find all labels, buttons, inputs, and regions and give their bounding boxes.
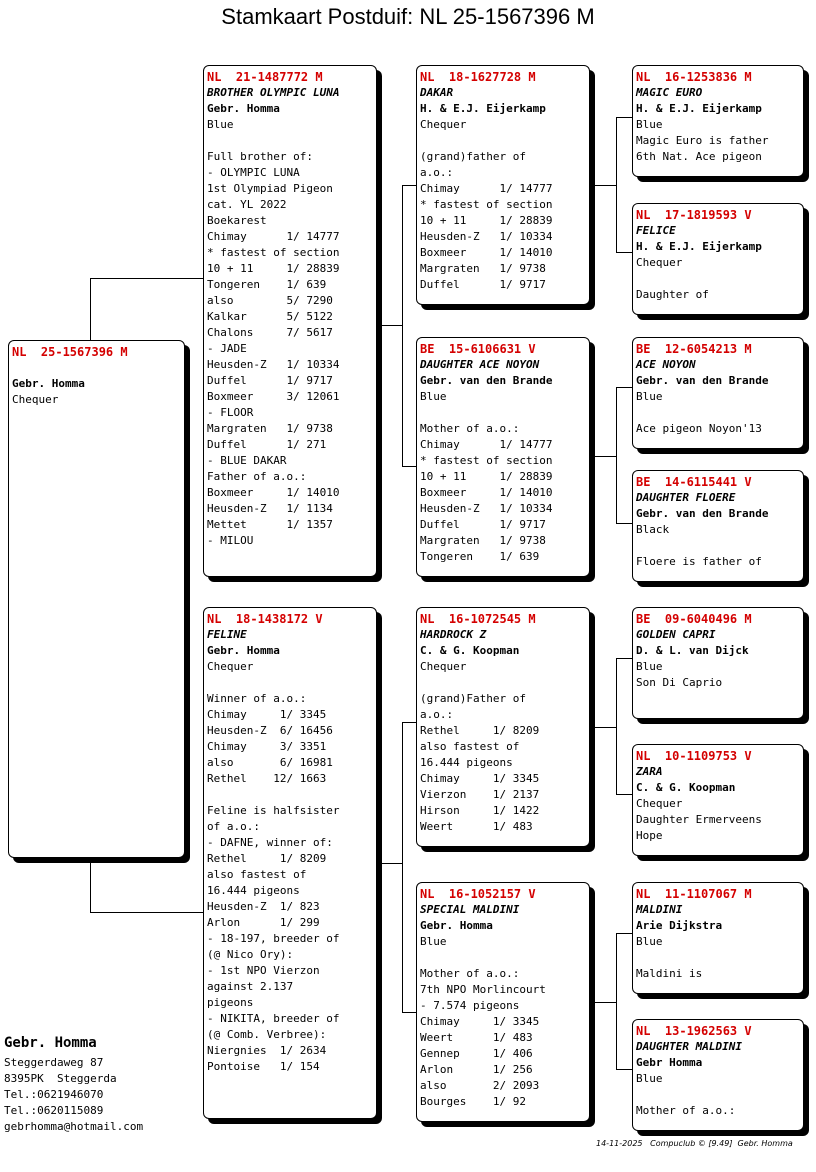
detail-line: Mother of a.o.:	[420, 967, 520, 980]
detail-line: Maldini is	[636, 967, 703, 980]
owner-name: Gebr. Homma	[12, 377, 85, 390]
detail-line: Niergnies 1/ 2634	[207, 1044, 327, 1057]
connector-line	[595, 456, 616, 457]
connector-line	[616, 387, 633, 388]
connector-line	[382, 325, 402, 326]
phone-line: Tel.:0620115089	[4, 1104, 104, 1117]
detail-line: Rethel 1/ 8209	[420, 724, 540, 737]
detail-line: Blue	[636, 118, 663, 131]
pigeon-card-subject[interactable]	[8, 340, 185, 858]
detail-line: 16.444 pigeons	[207, 884, 300, 897]
detail-line: - 18-197, breeder of	[207, 932, 340, 945]
address-line: Steggerdaweg 87	[4, 1056, 104, 1069]
detail-line: Son Di Caprio	[636, 676, 723, 689]
owner-name: Gebr Homma	[636, 1056, 703, 1069]
owner-name: Gebr. Homma	[420, 919, 493, 932]
connector-line	[402, 722, 417, 723]
detail-line: Hope	[636, 829, 663, 842]
detail-line: Chimay 1/ 14777	[207, 230, 340, 243]
detail-line: also fastest of	[420, 740, 520, 753]
owner-name: Gebr. van den Brande	[420, 374, 553, 387]
detail-line: a.o.:	[420, 708, 454, 721]
pigeon-name: FELINE	[207, 628, 247, 641]
detail-line: 10 + 11 1/ 28839	[420, 214, 553, 227]
ring-number: BE 09-6040496 M	[636, 612, 752, 626]
detail-line: - BLUE DAKAR	[207, 454, 287, 467]
detail-line: Pontoise 1/ 154	[207, 1060, 320, 1073]
detail-line: 6th Nat. Ace pigeon	[636, 150, 762, 163]
detail-line: Blue	[636, 1072, 663, 1085]
ring-number: BE 14-6115441 V	[636, 475, 752, 489]
detail-line: Heusden-Z 1/ 1134	[207, 502, 333, 515]
pigeon-card-sire-sire-dam[interactable]	[632, 203, 804, 315]
pigeon-card-dam-sire[interactable]	[416, 607, 590, 847]
detail-line: * fastest of section	[420, 198, 553, 211]
owner-name: Gebr. van den Brande	[636, 374, 769, 387]
owner-name: Arie Dijkstra	[636, 919, 723, 932]
detail-line: Chimay 3/ 3351	[207, 740, 327, 753]
detail-line: Mother of a.o.:	[420, 422, 520, 435]
detail-line: a.o.:	[420, 166, 454, 179]
detail-line: - 7.574 pigeons	[420, 999, 520, 1012]
detail-line: of a.o.:	[207, 820, 260, 833]
detail-line: 10 + 11 1/ 28839	[420, 470, 553, 483]
detail-line: Rethel 1/ 8209	[207, 852, 327, 865]
detail-line: Blue	[420, 935, 447, 948]
owner-name: C. & G. Koopman	[420, 644, 520, 657]
detail-line: Chalons 7/ 5617	[207, 326, 333, 339]
owner-name: H. & E.J. Eijerkamp	[636, 240, 762, 253]
owner-name: C. & G. Koopman	[636, 781, 736, 794]
ring-number: NL 13-1962563 V	[636, 1024, 752, 1038]
connector-line	[595, 185, 616, 186]
pigeon-name: SPECIAL MALDINI	[420, 903, 520, 916]
detail-line	[420, 950, 589, 966]
detail-line	[636, 1087, 803, 1103]
pigeon-name: MAGIC EURO	[636, 86, 703, 99]
detail-line: Heusden-Z 6/ 16456	[207, 724, 333, 737]
print-stamp: 14-11-2025 Compuclub © [9.49] Gebr. Homma	[596, 1139, 793, 1148]
connector-line	[90, 278, 91, 340]
detail-line: Hirson 1/ 1422	[420, 804, 540, 817]
detail-line: - 1st NPO Vierzon	[207, 964, 320, 977]
ring-number: NL 16-1052157 V	[420, 887, 536, 901]
detail-line: Full brother of:	[207, 150, 313, 163]
pigeon-card-sire-dam-sire[interactable]	[632, 337, 804, 449]
pigeon-name: DAUGHTER MALDINI	[636, 1040, 742, 1053]
detail-line	[207, 787, 376, 803]
detail-line: Weert 1/ 483	[420, 820, 533, 833]
owner-name: Gebr. Homma	[207, 644, 280, 657]
ring-number: NL 25-1567396 M	[12, 345, 128, 359]
detail-line: Gennep 1/ 406	[420, 1047, 533, 1060]
detail-line	[636, 538, 803, 554]
connector-line	[90, 912, 204, 913]
detail-line: Margraten 1/ 9738	[207, 422, 333, 435]
detail-line	[636, 950, 803, 966]
pigeon-name: DAKAR	[420, 86, 454, 99]
page-title: Stamkaart Postduif: NL 25-1567396 M	[221, 4, 595, 29]
ring-number: NL 10-1109753 V	[636, 749, 752, 763]
detail-line: Blue	[636, 660, 663, 673]
detail-line: Chequer	[420, 118, 467, 131]
connector-line	[616, 933, 633, 934]
pigeon-card-sire-sire-sire[interactable]	[632, 65, 804, 177]
detail-line: Father of a.o.:	[207, 470, 307, 483]
connector-line	[616, 117, 633, 118]
connector-line	[382, 863, 402, 864]
connector-line	[616, 1069, 633, 1070]
pigeon-card-sire-dam[interactable]	[416, 337, 590, 577]
detail-line: Boxmeer 1/ 14010	[420, 246, 553, 259]
detail-line: Kalkar 5/ 5122	[207, 310, 333, 323]
connector-line	[90, 278, 204, 279]
detail-line: Boxmeer 1/ 14010	[420, 486, 553, 499]
detail-line: Chimay 1/ 14777	[420, 182, 553, 195]
detail-line: * fastest of section	[207, 246, 340, 259]
detail-line: Duffel 1/ 9717	[420, 278, 546, 291]
ring-number: NL 11-1107067 M	[636, 887, 752, 901]
detail-line: Weert 1/ 483	[420, 1031, 533, 1044]
detail-line	[207, 675, 376, 691]
detail-line: Chequer	[420, 660, 467, 673]
detail-line: also 6/ 16981	[207, 756, 333, 769]
pigeon-name: HARDROCK Z	[420, 628, 487, 641]
connector-line	[616, 794, 633, 795]
owner-name: H. & E.J. Eijerkamp	[636, 102, 762, 115]
connector-line	[616, 252, 633, 253]
detail-line: Margraten 1/ 9738	[420, 534, 546, 547]
detail-line: Daughter of	[636, 288, 709, 301]
ring-number: NL 16-1253836 M	[636, 70, 752, 84]
detail-line	[636, 405, 803, 421]
detail-line: Chimay 1/ 14777	[420, 438, 553, 451]
detail-line: against 2.137	[207, 980, 294, 993]
detail-line	[636, 271, 803, 287]
detail-line: Heusden-Z 1/ 10334	[420, 502, 553, 515]
detail-line: 10 + 11 1/ 28839	[207, 262, 340, 275]
connector-line	[402, 185, 417, 186]
detail-line: Chimay 1/ 3345	[207, 708, 327, 721]
detail-line: Margraten 1/ 9738	[420, 262, 546, 275]
detail-line: Chequer	[207, 660, 254, 673]
pigeon-name: DAUGHTER FLOERE	[636, 491, 736, 504]
pigeon-name: FELICE	[636, 224, 676, 237]
connector-line	[90, 858, 91, 912]
detail-line: Chimay 1/ 3345	[420, 772, 540, 785]
connector-line	[616, 658, 633, 659]
detail-line: pigeons	[207, 996, 254, 1009]
ring-number: NL 17-1819593 V	[636, 208, 752, 222]
breeder-name: Gebr. Homma	[4, 1035, 97, 1051]
pigeon-card-sire-dam-dam[interactable]	[632, 470, 804, 582]
detail-line: Heusden-Z 1/ 823	[207, 900, 320, 913]
pigeon-name: ACE NOYON	[636, 358, 696, 371]
detail-line: Rethel 12/ 1663	[207, 772, 327, 785]
connector-line	[402, 1012, 417, 1013]
detail-line: Chimay 1/ 3345	[420, 1015, 540, 1028]
connector-line	[402, 722, 403, 1012]
pigeon-card-dam-sire-sire[interactable]	[632, 607, 804, 719]
detail-line: (grand)father of	[420, 150, 526, 163]
connector-line	[616, 117, 617, 252]
detail-line: 1st Olympiad Pigeon	[207, 182, 333, 195]
pigeon-name: DAUGHTER ACE NOYON	[420, 358, 540, 371]
pigeon-card-dam-dam-dam[interactable]	[632, 1019, 804, 1131]
owner-name: Gebr. van den Brande	[636, 507, 769, 520]
detail-line: also fastest of	[207, 868, 307, 881]
pigeon-card-sire[interactable]	[203, 65, 377, 577]
pigeon-card-dam-dam[interactable]	[416, 882, 590, 1122]
pigeon-card-dam-sire-dam[interactable]	[632, 744, 804, 856]
detail-line: Daughter Ermerveens	[636, 813, 762, 826]
connector-line	[402, 185, 403, 466]
connector-line	[595, 727, 616, 728]
detail-line: Tongeren 1/ 639	[420, 550, 540, 563]
detail-line: - MILOU	[207, 534, 254, 547]
blank-line	[12, 360, 184, 376]
detail-line: Chequer	[636, 797, 683, 810]
detail-line: cat. YL 2022	[207, 198, 287, 211]
detail-line: Mettet 1/ 1357	[207, 518, 333, 531]
detail-line: Arlon 1/ 299	[207, 916, 320, 929]
pigeon-card-dam[interactable]	[203, 607, 377, 1119]
connector-line	[616, 933, 617, 1069]
detail-line: Feline is halfsister	[207, 804, 340, 817]
pigeon-name: ZARA	[636, 765, 663, 778]
detail-line	[420, 133, 589, 149]
detail-line: Heusden-Z 1/ 10334	[207, 358, 340, 371]
detail-line	[207, 133, 376, 149]
detail-line: Chequer	[12, 393, 59, 406]
detail-line: - OLYMPIC LUNA	[207, 166, 300, 179]
detail-line: Magic Euro is father	[636, 134, 769, 147]
pigeon-card-dam-dam-sire[interactable]	[632, 882, 804, 994]
detail-line	[420, 405, 589, 421]
address-line: 8395PK Steggerda	[4, 1072, 117, 1085]
detail-line: Duffel 1/ 271	[207, 438, 327, 451]
breeder-address	[4, 1035, 143, 1135]
ring-number: BE 12-6054213 M	[636, 342, 752, 356]
detail-line: (@ Comb. Verbree):	[207, 1028, 327, 1041]
connector-line	[616, 387, 617, 523]
owner-name: D. & L. van Dijck	[636, 644, 749, 657]
detail-line: Chequer	[636, 256, 683, 269]
ring-number: NL 21-1487772 M	[207, 70, 323, 84]
pigeon-name: BROTHER OLYMPIC LUNA	[207, 86, 340, 99]
connector-line	[595, 1002, 616, 1003]
detail-line: Arlon 1/ 256	[420, 1063, 533, 1076]
ring-number: NL 18-1438172 V	[207, 612, 323, 626]
detail-line: Tongeren 1/ 639	[207, 278, 327, 291]
detail-line	[420, 675, 589, 691]
owner-name: H. & E.J. Eijerkamp	[420, 102, 546, 115]
detail-line: - JADE	[207, 342, 247, 355]
email-line[interactable]: gebrhomma@hotmail.com	[4, 1120, 144, 1133]
detail-line: Mother of a.o.:	[636, 1104, 736, 1117]
detail-line: (grand)Father of	[420, 692, 526, 705]
detail-line: (@ Nico Ory):	[207, 948, 294, 961]
ring-number: NL 18-1627728 M	[420, 70, 536, 84]
pigeon-name: GOLDEN CAPRI	[636, 628, 716, 641]
detail-line: - FLOOR	[207, 406, 254, 419]
detail-line: Blue	[420, 390, 447, 403]
detail-line: Boxmeer 1/ 14010	[207, 486, 340, 499]
detail-line: Black	[636, 523, 670, 536]
detail-line: 7th NPO Morlincourt	[420, 983, 546, 996]
detail-line: Blue	[207, 118, 234, 131]
detail-line: - NIKITA, breeder of	[207, 1012, 340, 1025]
detail-line: Heusden-Z 1/ 10334	[420, 230, 553, 243]
connector-line	[402, 466, 417, 467]
owner-name: Gebr. Homma	[207, 102, 280, 115]
detail-line: Blue	[636, 935, 663, 948]
pigeon-card-sire-sire[interactable]	[416, 65, 590, 305]
detail-line: Floere is father of	[636, 555, 762, 568]
detail-line: Ace pigeon Noyon'13	[636, 422, 762, 435]
detail-line: Vierzon 1/ 2137	[420, 788, 540, 801]
connector-line	[616, 523, 633, 524]
ring-number: BE 15-6106631 V	[420, 342, 536, 356]
detail-line: also 5/ 7290	[207, 294, 333, 307]
detail-line: 16.444 pigeons	[420, 756, 513, 769]
detail-line: Boekarest	[207, 214, 267, 227]
detail-line: also 2/ 2093	[420, 1079, 540, 1092]
connector-line	[616, 658, 617, 794]
detail-line: Blue	[636, 390, 663, 403]
detail-line: Duffel 1/ 9717	[207, 374, 333, 387]
detail-line: Winner of a.o.:	[207, 692, 307, 705]
ring-number: NL 16-1072545 M	[420, 612, 536, 626]
detail-line: - DAFNE, winner of:	[207, 836, 333, 849]
pigeon-name: MALDINI	[636, 903, 683, 916]
detail-line: Duffel 1/ 9717	[420, 518, 546, 531]
phone-line: Tel.:0621946070	[4, 1088, 104, 1101]
detail-line: * fastest of section	[420, 454, 553, 467]
detail-line: Boxmeer 3/ 12061	[207, 390, 340, 403]
detail-line: Bourges 1/ 92	[420, 1095, 526, 1108]
